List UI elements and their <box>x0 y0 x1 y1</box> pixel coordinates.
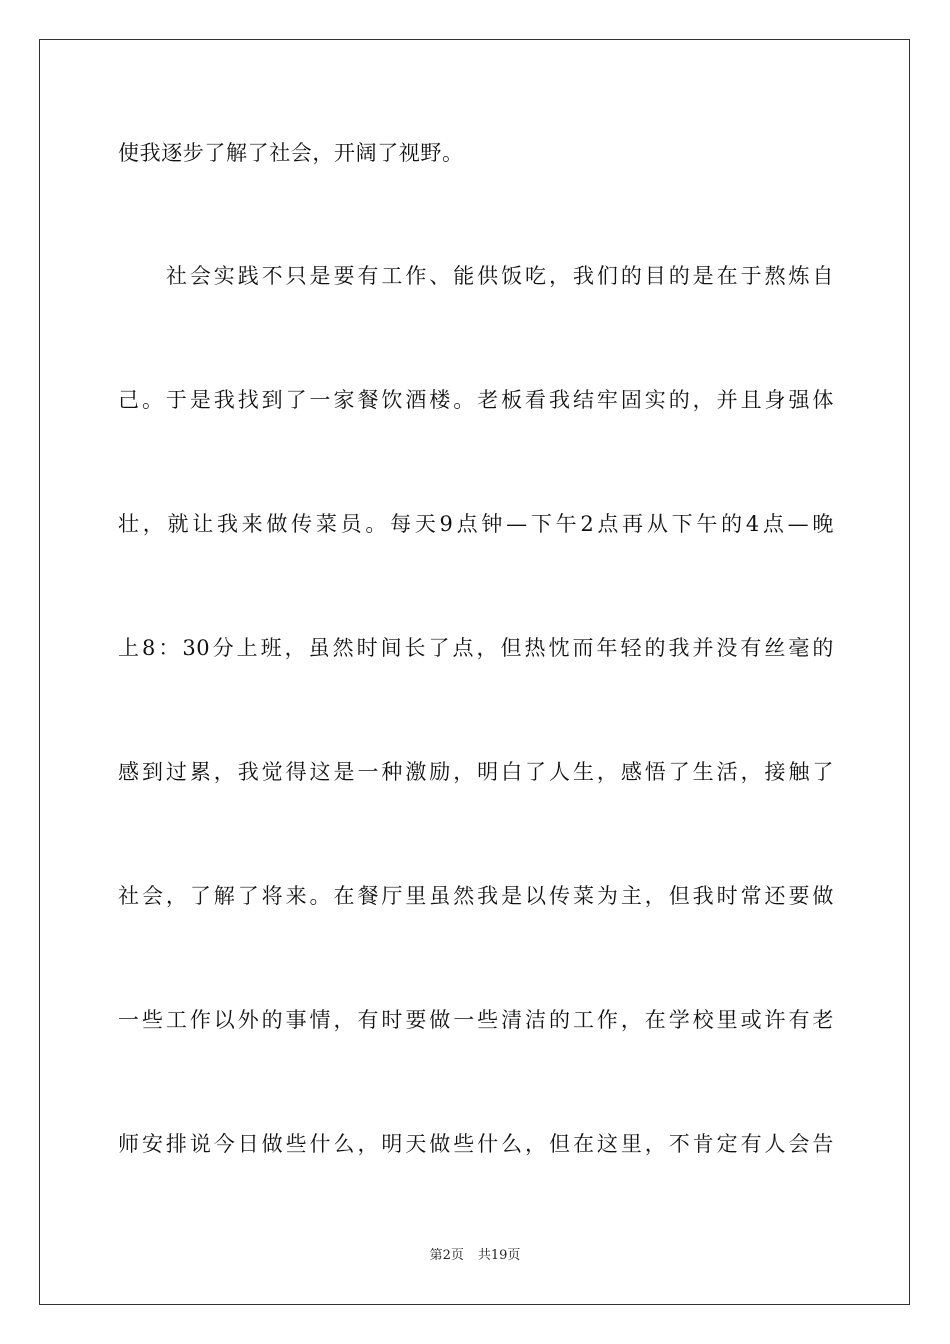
text-line: 上8：30分上班，虽然时间长了点，但热忱而年轻的我并没有丝毫的 <box>118 636 834 660</box>
text-line: 师安排说今日做些什么，明天做些什么，但在这里，不肯定有人会告 <box>118 1132 834 1156</box>
page-number-total: 共19页 <box>477 1248 521 1263</box>
page-number-current: 第2页 <box>429 1248 464 1263</box>
text-line: 社会，了解了将来。在餐厅里虽然我是以传菜为主，但我时常还要做 <box>118 884 834 908</box>
text-line: 社会实践不只是要有工作、能供饭吃，我们的目的是在于熬炼自 <box>118 264 834 288</box>
page-footer <box>0 1247 950 1265</box>
text-line: 使我逐步了解了社会，开阔了视野。 <box>118 141 464 165</box>
page-border <box>39 39 910 1305</box>
text-line: 壮，就让我来做传菜员。每天9点钟—下午2点再从下午的4点—晚 <box>118 512 834 536</box>
text-line: 己。于是我找到了一家餐饮酒楼。老板看我结牢固实的，并且身强体 <box>118 388 834 412</box>
text-line: 一些工作以外的事情，有时要做一些清洁的工作，在学校里或许有老 <box>118 1008 834 1032</box>
text-line: 感到过累，我觉得这是一种激励，明白了人生，感悟了生活，接触了 <box>118 760 834 784</box>
